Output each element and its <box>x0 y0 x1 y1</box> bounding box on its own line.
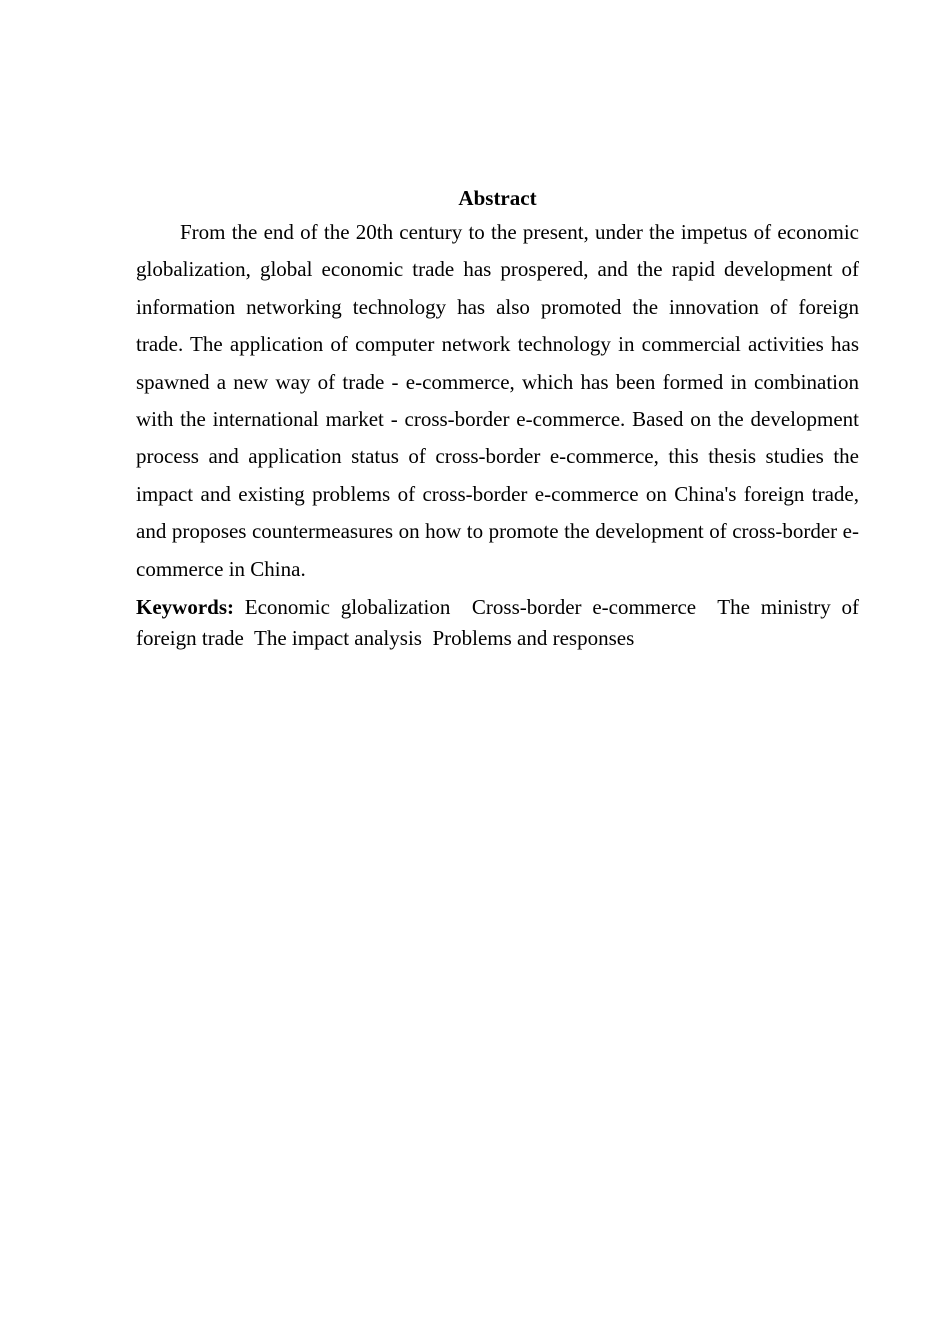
abstract-body: From the end of the 20th century to the present, under the impetus of economic globalization, global economic trade has prospered, and the rapid development of information networking technology has also promoted the innovation of foreign trade. The application of computer network technology in commercial activities has spawned a new way of trade - e-commerce, which has been formed in combination with the international market - cross-border e-commerce. Based on the development process and application status of cross-border e-commerce, this thesis studies the impact and existing problems of cross-border e-commerce on China's foreign trade, and proposes countermeasures on how to promote the development of cross-border e-commerce in China. <box>136 220 859 581</box>
keyword-1: Economic globalization <box>244 595 451 620</box>
keywords-label: Keywords: <box>136 595 234 620</box>
keyword-4: The impact analysis <box>254 626 422 651</box>
keywords-line <box>136 592 865 654</box>
abstract-section <box>136 184 865 654</box>
keyword-3: The ministry of foreign trade <box>136 595 865 651</box>
abstract-title: Abstract <box>458 186 537 210</box>
keyword-5: Problems and responses <box>432 626 635 651</box>
keyword-2: Cross-border e-commerce <box>471 595 697 620</box>
